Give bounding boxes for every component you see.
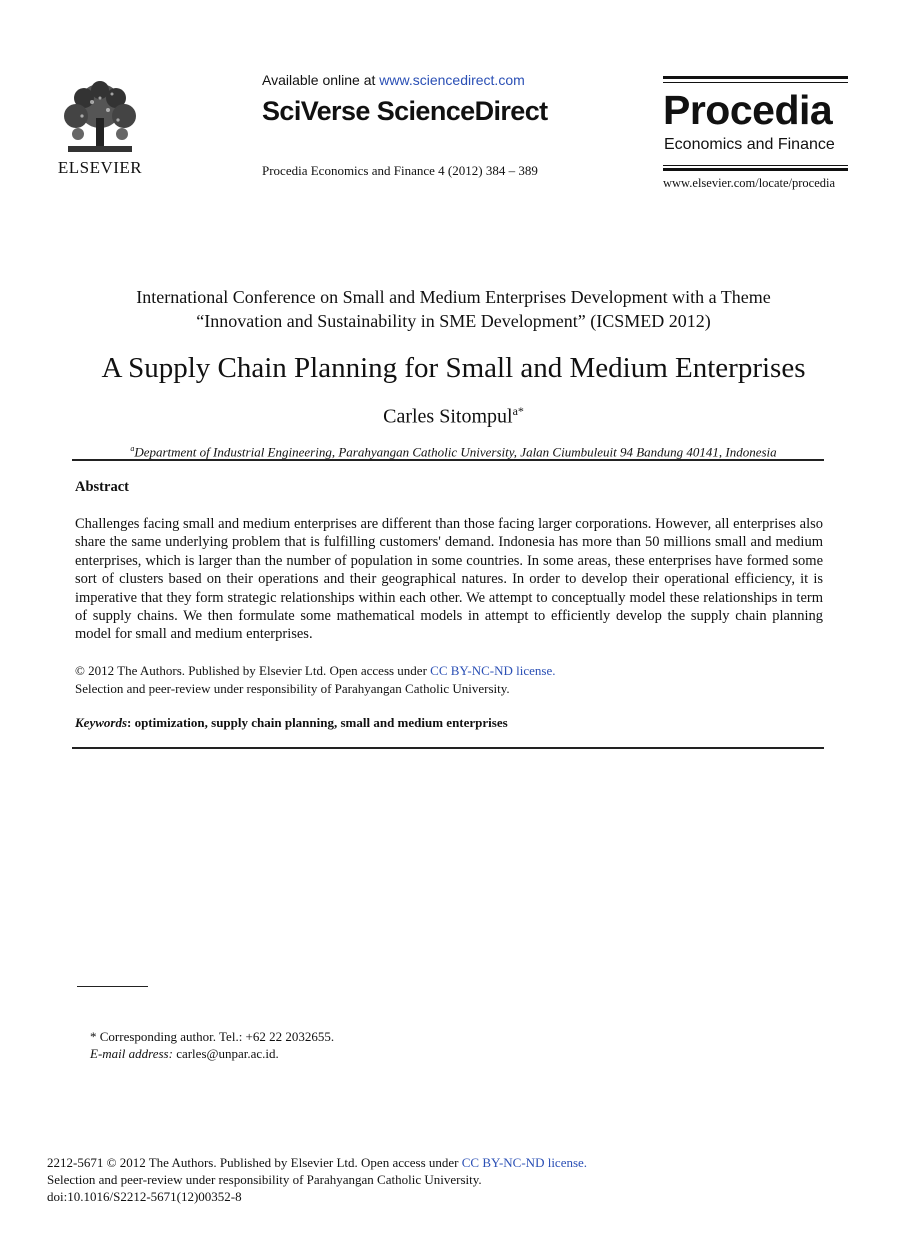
sciencedirect-link[interactable]: www.sciencedirect.com (379, 72, 525, 88)
procedia-rule-top-thin (663, 82, 848, 83)
affiliation: $^a$Department of Industrial Engineering, Parahyangan Catholic University, Jalan Ciumbuleuit 94 Bandung 40141, Indonesia (130, 444, 777, 460)
journal-citation: Procedia Economics and Finance 4 (2012) 384 – 389 (262, 163, 538, 178)
email-address: E-mail address: carles@unpar.ac.id. (90, 1046, 279, 1061)
sciverse-sciencedirect-logo: SciVerse ScienceDirect (262, 96, 548, 126)
copyright-block: © 2012 The Authors. Published by Elsevier Ltd. Open access under CC BY-NC-ND license. Selection and peer-review under responsibility of Parahyangan Catholic University. (75, 663, 556, 696)
elsevier-logo-text: ELSEVIER (57, 158, 143, 177)
procedia-subtitle: Economics and Finance (664, 136, 835, 153)
abstract-rule (72, 747, 824, 749)
issn-line: 2212-5671 © 2012 The Authors. Published by Elsevier Ltd. Open access under CC BY-NC-ND license. (47, 1155, 588, 1170)
bottom-peer-review: Selection and peer-review under responsibility of Parahyangan Catholic University. (47, 1172, 482, 1187)
bottom-license-link[interactable]: CC BY-NC-ND license. (461, 1155, 588, 1170)
affiliation-rule (72, 459, 824, 461)
footnote-rule (77, 986, 148, 987)
abstract-text: Challenges facing small and medium enterprises are different than those facing larger corporations. However, all enterprises also share the same underlying problem that is fulfilling customers' demand. Indonesia has more than 50 millions small and medium enterprises, which is larger than the number of population in some countries. In some areas, these enterprises have formed some sort of clusters based on their operations and their geographical natures. In order to develop their operational efficiency, it is imperative that they form strategic relationships within each other. We attempt to conceptually model these relationships in term of supply chains. We then formulate some mathematical models in attempt to efficiently develop the supply chain planning model for small and medium enterprises. (75, 516, 823, 643)
abstract-heading: Abstract (75, 479, 129, 495)
paper-title: A Supply Chain Planning for Small and Medium Enterprises (101, 352, 806, 384)
procedia-rule-top (663, 76, 848, 79)
available-online: Available online at www.sciencedirect.com (262, 72, 525, 88)
procedia-rule-bottom (663, 168, 848, 171)
procedia-title: Procedia (663, 87, 833, 133)
license-link[interactable]: CC BY-NC-ND license. (430, 663, 556, 678)
keywords: Keywords: optimization, supply chain planning, small and medium enterprises (75, 715, 508, 730)
conference-line: International Conference on Small and Medium Enterprises Development with a Theme (136, 287, 771, 307)
author: Carles Sitompul$^{a*}$ (383, 404, 524, 428)
doi[interactable]: doi:10.1016/S2212-5671(12)00352-8 (47, 1189, 242, 1204)
corresponding-author: * Corresponding author. Tel.: +62 22 2032655. (90, 1029, 335, 1044)
procedia-url[interactable]: www.elsevier.com/locate/procedia (663, 176, 836, 190)
conference-theme: “Innovation and Sustainability in SME Development” (ICSMED 2012) (196, 311, 711, 331)
procedia-rule-bottom-thin (663, 165, 848, 166)
